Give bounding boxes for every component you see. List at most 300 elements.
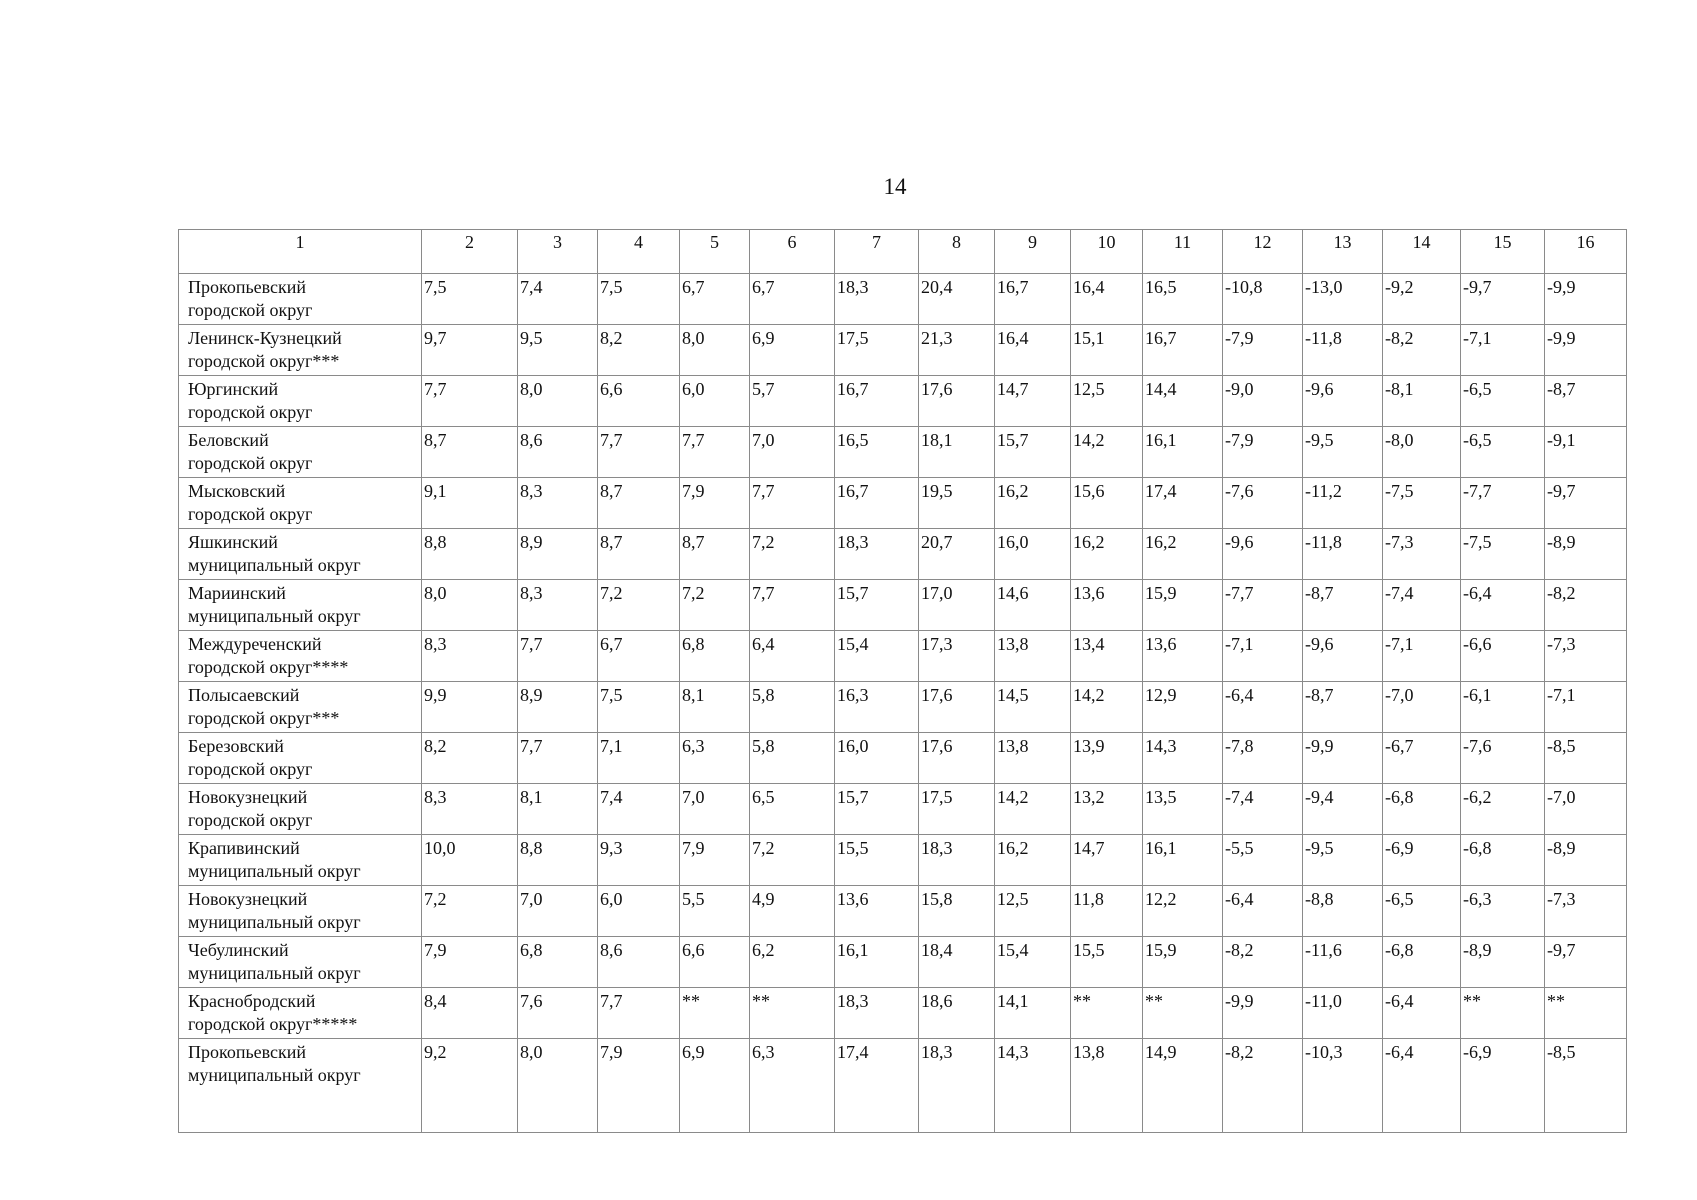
- value-cell: 16,0: [995, 529, 1071, 580]
- table-row: [179, 835, 1627, 886]
- value-cell: -8,2: [1223, 1039, 1303, 1133]
- column-header: 2: [422, 230, 518, 274]
- value-cell: 17,4: [835, 1039, 919, 1133]
- table-row: [179, 733, 1627, 784]
- value-cell: -8,5: [1545, 733, 1627, 784]
- value-cell: 8,8: [422, 529, 518, 580]
- value-cell: -6,5: [1461, 427, 1545, 478]
- value-cell: 16,0: [835, 733, 919, 784]
- value-cell: 7,7: [422, 376, 518, 427]
- municipality-name-line: муниципальный округ: [188, 555, 361, 575]
- value-cell: -5,5: [1223, 835, 1303, 886]
- value-cell: 8,8: [518, 835, 598, 886]
- column-header: 12: [1223, 230, 1303, 274]
- value-cell: 13,6: [1143, 631, 1223, 682]
- value-cell: 9,1: [422, 478, 518, 529]
- value-cell: -7,4: [1383, 580, 1461, 631]
- municipality-name-line: муниципальный округ: [188, 861, 361, 881]
- value-cell: 12,5: [995, 886, 1071, 937]
- value-cell: 13,6: [835, 886, 919, 937]
- value-cell: 6,0: [598, 886, 680, 937]
- column-header: 16: [1545, 230, 1627, 274]
- value-cell: 6,8: [518, 937, 598, 988]
- value-cell: 8,2: [598, 325, 680, 376]
- column-header: 3: [518, 230, 598, 274]
- municipality-name-line: городской округ: [188, 810, 313, 830]
- value-cell: 7,0: [680, 784, 750, 835]
- value-cell: -9,9: [1545, 325, 1627, 376]
- value-cell: -7,4: [1223, 784, 1303, 835]
- municipality-name-line: Прокопьевский: [188, 1042, 307, 1062]
- value-cell: 13,6: [1071, 580, 1143, 631]
- value-cell: **: [1143, 988, 1223, 1039]
- value-cell: 13,8: [1071, 1039, 1143, 1133]
- value-cell: -8,9: [1545, 835, 1627, 886]
- value-cell: 14,9: [1143, 1039, 1223, 1133]
- value-cell: 15,5: [1071, 937, 1143, 988]
- value-cell: 11,8: [1071, 886, 1143, 937]
- municipality-name-line: Крапивинский: [188, 838, 300, 858]
- value-cell: 8,4: [422, 988, 518, 1039]
- municipality-name-line: городской округ: [188, 300, 313, 320]
- value-cell: -6,8: [1383, 937, 1461, 988]
- table-row: [179, 529, 1627, 580]
- value-cell: 8,6: [518, 427, 598, 478]
- value-cell: 8,7: [598, 529, 680, 580]
- value-cell: -11,2: [1303, 478, 1383, 529]
- value-cell: 17,4: [1143, 478, 1223, 529]
- value-cell: 7,6: [518, 988, 598, 1039]
- municipality-name-line: Чебулинский: [188, 940, 289, 960]
- value-cell: 21,3: [919, 325, 995, 376]
- value-cell: 12,5: [1071, 376, 1143, 427]
- value-cell: 6,9: [680, 1039, 750, 1133]
- value-cell: 14,3: [1143, 733, 1223, 784]
- municipality-name-line: Беловский: [188, 430, 269, 450]
- value-cell: -11,0: [1303, 988, 1383, 1039]
- table-row: [179, 682, 1627, 733]
- table-row: [179, 631, 1627, 682]
- value-cell: 14,2: [1071, 682, 1143, 733]
- value-cell: 8,2: [422, 733, 518, 784]
- table-row: [179, 988, 1627, 1039]
- value-cell: 16,2: [1071, 529, 1143, 580]
- table-row: [179, 427, 1627, 478]
- municipality-name-line: городской округ: [188, 504, 313, 524]
- value-cell: -8,9: [1461, 937, 1545, 988]
- value-cell: 18,3: [919, 1039, 995, 1133]
- value-cell: -6,3: [1461, 886, 1545, 937]
- page-number: 14: [883, 174, 907, 199]
- value-cell: 8,0: [518, 376, 598, 427]
- column-header: 7: [835, 230, 919, 274]
- value-cell: 5,5: [680, 886, 750, 937]
- value-cell: 8,3: [518, 478, 598, 529]
- value-cell: 16,7: [995, 274, 1071, 325]
- value-cell: 8,3: [422, 631, 518, 682]
- value-cell: 6,3: [680, 733, 750, 784]
- value-cell: 15,7: [995, 427, 1071, 478]
- value-cell: -8,5: [1545, 1039, 1627, 1133]
- value-cell: 18,4: [919, 937, 995, 988]
- value-cell: 6,7: [680, 274, 750, 325]
- value-cell: -8,2: [1545, 580, 1627, 631]
- municipality-name-cell: [179, 580, 422, 631]
- value-cell: 6,6: [680, 937, 750, 988]
- municipality-name-line: муниципальный округ: [188, 963, 361, 983]
- value-cell: 14,6: [995, 580, 1071, 631]
- table-row: [179, 1039, 1627, 1133]
- column-header: 5: [680, 230, 750, 274]
- value-cell: -9,9: [1223, 988, 1303, 1039]
- value-cell: 6,3: [750, 1039, 835, 1133]
- municipality-name-line: городской округ: [188, 402, 313, 422]
- value-cell: 17,6: [919, 376, 995, 427]
- value-cell: 16,7: [835, 376, 919, 427]
- header-row: [179, 230, 1627, 274]
- municipality-name-cell: [179, 529, 422, 580]
- value-cell: -7,0: [1383, 682, 1461, 733]
- column-header: 8: [919, 230, 995, 274]
- value-cell: 6,2: [750, 937, 835, 988]
- value-cell: 13,9: [1071, 733, 1143, 784]
- value-cell: 18,3: [835, 529, 919, 580]
- value-cell: 6,7: [598, 631, 680, 682]
- municipality-name-line: Мариинский: [188, 583, 286, 603]
- value-cell: 17,3: [919, 631, 995, 682]
- column-header: 11: [1143, 230, 1223, 274]
- value-cell: 18,6: [919, 988, 995, 1039]
- value-cell: 14,4: [1143, 376, 1223, 427]
- value-cell: 17,6: [919, 682, 995, 733]
- value-cell: 16,1: [1143, 427, 1223, 478]
- municipality-name-line: Прокопьевский: [188, 277, 307, 297]
- value-cell: 9,3: [598, 835, 680, 886]
- value-cell: 8,0: [422, 580, 518, 631]
- value-cell: 8,0: [680, 325, 750, 376]
- value-cell: 7,2: [750, 529, 835, 580]
- column-header: 6: [750, 230, 835, 274]
- value-cell: 5,7: [750, 376, 835, 427]
- value-cell: -9,6: [1223, 529, 1303, 580]
- value-cell: 7,5: [422, 274, 518, 325]
- value-cell: 6,6: [598, 376, 680, 427]
- value-cell: **: [1071, 988, 1143, 1039]
- value-cell: 9,9: [422, 682, 518, 733]
- value-cell: 15,4: [835, 631, 919, 682]
- table-row: [179, 784, 1627, 835]
- municipality-name-line: городской округ***: [188, 708, 340, 728]
- value-cell: -9,1: [1545, 427, 1627, 478]
- value-cell: -6,4: [1223, 886, 1303, 937]
- municipality-name-line: муниципальный округ: [188, 912, 361, 932]
- value-cell: 16,1: [835, 937, 919, 988]
- value-cell: 7,5: [598, 274, 680, 325]
- value-cell: -6,8: [1461, 835, 1545, 886]
- municipality-name-cell: [179, 631, 422, 682]
- value-cell: -9,7: [1545, 478, 1627, 529]
- value-cell: -9,9: [1303, 733, 1383, 784]
- value-cell: 7,5: [598, 682, 680, 733]
- municipality-name-line: Яшкинский: [188, 532, 278, 552]
- value-cell: -7,6: [1461, 733, 1545, 784]
- value-cell: -9,7: [1545, 937, 1627, 988]
- value-cell: 10,0: [422, 835, 518, 886]
- value-cell: -8,1: [1383, 376, 1461, 427]
- value-cell: 18,3: [835, 988, 919, 1039]
- value-cell: 15,7: [835, 784, 919, 835]
- column-header: 1: [179, 230, 422, 274]
- value-cell: 20,4: [919, 274, 995, 325]
- value-cell: 12,2: [1143, 886, 1223, 937]
- municipality-name-cell: [179, 376, 422, 427]
- municipality-name-line: Березовский: [188, 736, 284, 756]
- municipality-name-line: Мысковский: [188, 481, 286, 501]
- value-cell: 16,5: [835, 427, 919, 478]
- value-cell: 15,8: [919, 886, 995, 937]
- municipality-name-line: городской округ*****: [188, 1014, 358, 1034]
- municipality-name-line: Краснобродский: [188, 991, 316, 1011]
- table-row: [179, 274, 1627, 325]
- value-cell: -6,5: [1461, 376, 1545, 427]
- value-cell: 13,4: [1071, 631, 1143, 682]
- value-cell: 16,4: [1071, 274, 1143, 325]
- value-cell: -9,2: [1383, 274, 1461, 325]
- value-cell: 8,7: [598, 478, 680, 529]
- value-cell: -6,2: [1461, 784, 1545, 835]
- value-cell: 7,2: [750, 835, 835, 886]
- column-header: 9: [995, 230, 1071, 274]
- value-cell: 18,3: [835, 274, 919, 325]
- value-cell: -6,9: [1461, 1039, 1545, 1133]
- value-cell: -7,1: [1383, 631, 1461, 682]
- value-cell: 8,6: [598, 937, 680, 988]
- value-cell: -6,1: [1461, 682, 1545, 733]
- value-cell: 20,7: [919, 529, 995, 580]
- table-row: [179, 580, 1627, 631]
- column-header: 4: [598, 230, 680, 274]
- value-cell: 14,5: [995, 682, 1071, 733]
- value-cell: -6,4: [1383, 988, 1461, 1039]
- value-cell: **: [1545, 988, 1627, 1039]
- value-cell: 7,7: [598, 988, 680, 1039]
- value-cell: 7,0: [518, 886, 598, 937]
- value-cell: 14,2: [1071, 427, 1143, 478]
- value-cell: 17,0: [919, 580, 995, 631]
- municipality-name-line: Ленинск-Кузнецкий: [188, 328, 342, 348]
- value-cell: 16,4: [995, 325, 1071, 376]
- value-cell: 16,7: [835, 478, 919, 529]
- value-cell: 7,1: [598, 733, 680, 784]
- value-cell: 7,7: [518, 631, 598, 682]
- value-cell: 8,9: [518, 682, 598, 733]
- value-cell: -6,4: [1223, 682, 1303, 733]
- value-cell: -8,9: [1545, 529, 1627, 580]
- value-cell: 17,6: [919, 733, 995, 784]
- value-cell: -7,3: [1545, 886, 1627, 937]
- table-body: [179, 274, 1627, 1133]
- value-cell: 7,7: [598, 427, 680, 478]
- value-cell: -9,5: [1303, 427, 1383, 478]
- value-cell: 15,4: [995, 937, 1071, 988]
- value-cell: 16,2: [995, 835, 1071, 886]
- municipality-name-line: городской округ: [188, 453, 313, 473]
- value-cell: 7,9: [422, 937, 518, 988]
- municipality-name-cell: [179, 886, 422, 937]
- municipality-name-line: Новокузнецкий: [188, 889, 308, 909]
- value-cell: -7,6: [1223, 478, 1303, 529]
- value-cell: -7,1: [1545, 682, 1627, 733]
- value-cell: 14,7: [1071, 835, 1143, 886]
- value-cell: 7,9: [598, 1039, 680, 1133]
- value-cell: -7,7: [1223, 580, 1303, 631]
- value-cell: 6,4: [750, 631, 835, 682]
- value-cell: -6,6: [1461, 631, 1545, 682]
- value-cell: 6,8: [680, 631, 750, 682]
- municipality-name-cell: [179, 478, 422, 529]
- value-cell: -11,8: [1303, 325, 1383, 376]
- value-cell: 7,4: [518, 274, 598, 325]
- value-cell: 6,5: [750, 784, 835, 835]
- value-cell: -9,0: [1223, 376, 1303, 427]
- value-cell: 14,7: [995, 376, 1071, 427]
- value-cell: 16,2: [995, 478, 1071, 529]
- value-cell: 9,5: [518, 325, 598, 376]
- value-cell: 7,2: [422, 886, 518, 937]
- municipality-name-line: Полысаевский: [188, 685, 300, 705]
- value-cell: 8,9: [518, 529, 598, 580]
- table-row: [179, 886, 1627, 937]
- value-cell: 15,9: [1143, 937, 1223, 988]
- value-cell: 16,5: [1143, 274, 1223, 325]
- value-cell: 13,8: [995, 631, 1071, 682]
- value-cell: -11,6: [1303, 937, 1383, 988]
- municipality-name-cell: [179, 937, 422, 988]
- value-cell: -11,8: [1303, 529, 1383, 580]
- value-cell: -6,8: [1383, 784, 1461, 835]
- value-cell: 18,3: [919, 835, 995, 886]
- value-cell: 6,0: [680, 376, 750, 427]
- value-cell: 13,8: [995, 733, 1071, 784]
- value-cell: 15,7: [835, 580, 919, 631]
- value-cell: 9,2: [422, 1039, 518, 1133]
- table-row: [179, 937, 1627, 988]
- value-cell: -7,1: [1461, 325, 1545, 376]
- value-cell: 16,2: [1143, 529, 1223, 580]
- municipality-name-cell: [179, 1039, 422, 1133]
- municipality-name-line: муниципальный округ: [188, 1065, 361, 1085]
- table-row: [179, 478, 1627, 529]
- value-cell: 8,1: [518, 784, 598, 835]
- column-header: 10: [1071, 230, 1143, 274]
- value-cell: -7,0: [1545, 784, 1627, 835]
- value-cell: -7,3: [1545, 631, 1627, 682]
- value-cell: 6,9: [750, 325, 835, 376]
- value-cell: 7,7: [750, 478, 835, 529]
- value-cell: -7,7: [1461, 478, 1545, 529]
- value-cell: 8,0: [518, 1039, 598, 1133]
- value-cell: 7,9: [680, 835, 750, 886]
- value-cell: 14,3: [995, 1039, 1071, 1133]
- value-cell: 12,9: [1143, 682, 1223, 733]
- value-cell: -9,9: [1545, 274, 1627, 325]
- table-row: [179, 325, 1627, 376]
- value-cell: -8,8: [1303, 886, 1383, 937]
- data-table: [178, 229, 1627, 1133]
- municipality-name-line: Юргинский: [188, 379, 279, 399]
- municipality-name-line: городской округ: [188, 759, 313, 779]
- value-cell: 8,3: [422, 784, 518, 835]
- value-cell: 15,9: [1143, 580, 1223, 631]
- value-cell: **: [680, 988, 750, 1039]
- value-cell: -6,9: [1383, 835, 1461, 886]
- value-cell: -8,7: [1545, 376, 1627, 427]
- value-cell: -6,5: [1383, 886, 1461, 937]
- value-cell: **: [750, 988, 835, 1039]
- municipality-name-cell: [179, 682, 422, 733]
- value-cell: 15,5: [835, 835, 919, 886]
- value-cell: 7,2: [598, 580, 680, 631]
- municipality-name-line: муниципальный округ: [188, 606, 361, 626]
- value-cell: -7,3: [1383, 529, 1461, 580]
- municipality-name-cell: [179, 325, 422, 376]
- municipality-name-line: Новокузнецкий: [188, 787, 308, 807]
- value-cell: -7,9: [1223, 325, 1303, 376]
- value-cell: 5,8: [750, 733, 835, 784]
- municipality-name-cell: [179, 988, 422, 1039]
- value-cell: -7,5: [1383, 478, 1461, 529]
- value-cell: -8,2: [1223, 937, 1303, 988]
- value-cell: -8,2: [1383, 325, 1461, 376]
- value-cell: 5,8: [750, 682, 835, 733]
- column-header: 15: [1461, 230, 1545, 274]
- value-cell: -10,3: [1303, 1039, 1383, 1133]
- value-cell: 17,5: [835, 325, 919, 376]
- value-cell: 15,6: [1071, 478, 1143, 529]
- value-cell: 16,1: [1143, 835, 1223, 886]
- value-cell: -9,7: [1461, 274, 1545, 325]
- column-header: 14: [1383, 230, 1461, 274]
- municipality-name-cell: [179, 274, 422, 325]
- value-cell: 7,7: [680, 427, 750, 478]
- value-cell: 7,4: [598, 784, 680, 835]
- municipality-name-cell: [179, 835, 422, 886]
- column-header: 13: [1303, 230, 1383, 274]
- municipality-name-cell: [179, 784, 422, 835]
- municipality-name-line: городской округ****: [188, 657, 349, 677]
- value-cell: 13,2: [1071, 784, 1143, 835]
- municipality-name-line: городской округ***: [188, 351, 340, 371]
- value-cell: -8,7: [1303, 682, 1383, 733]
- value-cell: 8,1: [680, 682, 750, 733]
- value-cell: 8,7: [680, 529, 750, 580]
- value-cell: -7,9: [1223, 427, 1303, 478]
- table-row: [179, 376, 1627, 427]
- value-cell: 13,5: [1143, 784, 1223, 835]
- value-cell: 8,7: [422, 427, 518, 478]
- municipality-name-cell: [179, 427, 422, 478]
- value-cell: -8,0: [1383, 427, 1461, 478]
- value-cell: -9,6: [1303, 631, 1383, 682]
- value-cell: -9,6: [1303, 376, 1383, 427]
- value-cell: 7,7: [750, 580, 835, 631]
- value-cell: -9,4: [1303, 784, 1383, 835]
- value-cell: 7,0: [750, 427, 835, 478]
- value-cell: 16,3: [835, 682, 919, 733]
- value-cell: -6,4: [1383, 1039, 1461, 1133]
- value-cell: -6,4: [1461, 580, 1545, 631]
- municipality-name-cell: [179, 733, 422, 784]
